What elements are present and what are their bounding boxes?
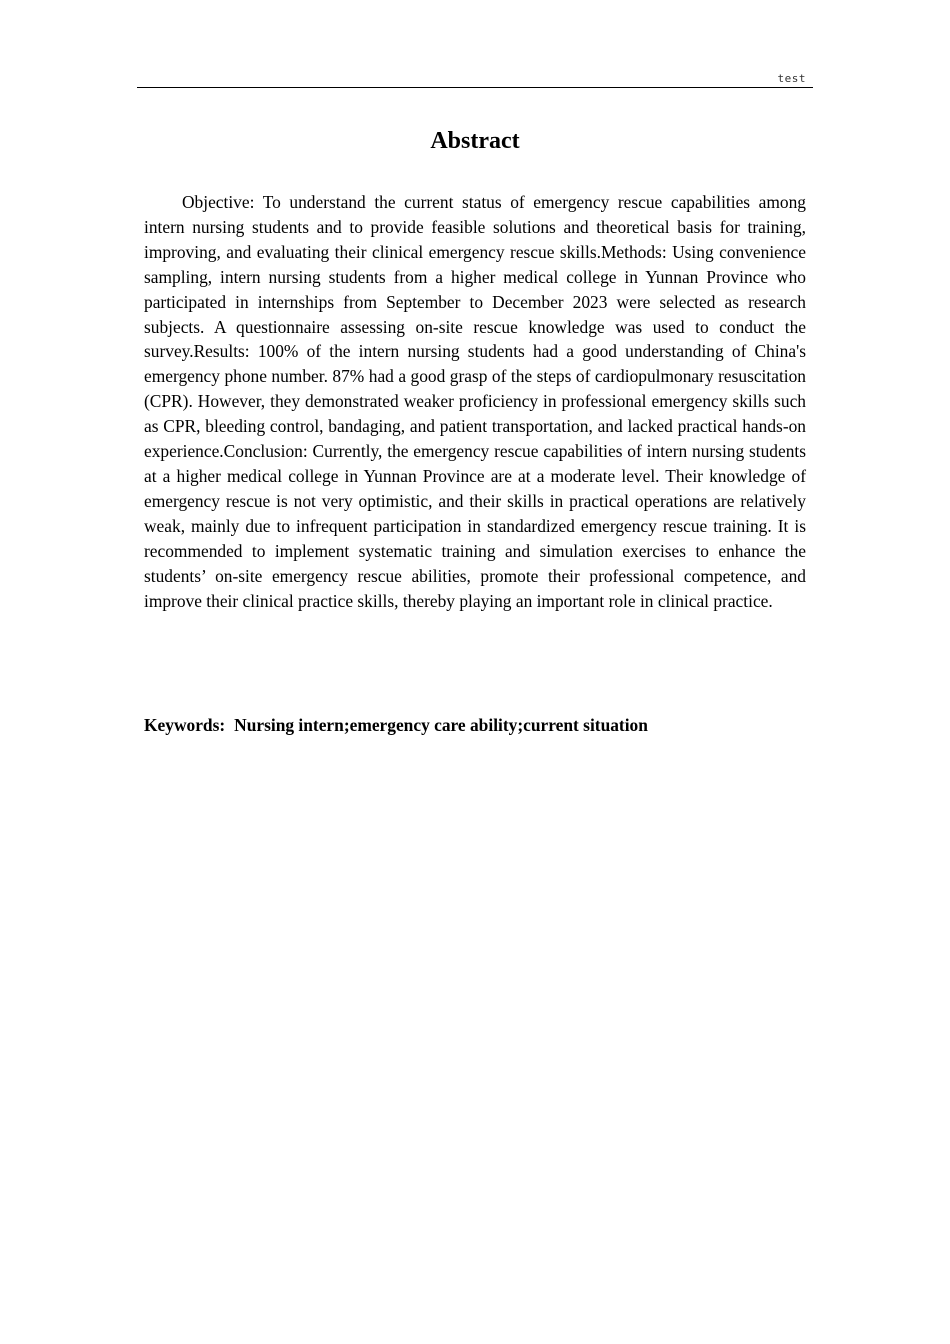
abstract-paragraph: Objective: To understand the current status of emergency rescue capabilities among intern nursing students and to provide feasible solutions and theoretical basis for training, improving, and evaluating their clinical emergency rescue skills.Methods: Using convenience sampling, intern nursing students from a higher medical college in Yunnan Province who participated in internships from September to December 2023 were selected as research subjects. A questionnaire assessing on-site rescue knowledge was used to conduct the survey.Results: 100% of the intern nursing students had a good understanding of China's emergency phone number. 87% had a good grasp of the steps of cardiopulmonary resuscitation (CPR). However, they demonstrated weaker proficiency in professional emergency skills such as CPR, bleeding control, bandaging, and patient transportation, and lacked practical hands-on experience.Conclusion: Currently, the emergency rescue capabilities of intern nursing students at a higher medical college in Yunnan Province are at a moderate level. Their knowledge of emergency rescue is not very optimistic, and their skills in practical operations are relatively weak, mainly due to infrequent participation in standardized emergency rescue training. It is recommended to implement systematic training and simulation exercises to enhance the students’ on-site emergency rescue abilities, promote their professional competence, and improve their clinical practice skills, thereby playing an important role in clinical practice. — [144, 192, 806, 611]
keywords-value: Nursing intern;emergency care ability;current situation — [234, 715, 648, 735]
running-header — [137, 70, 813, 88]
keywords-label: Keywords: — [144, 715, 226, 735]
header-text: test — [777, 72, 806, 85]
abstract-title: Abstract — [430, 128, 520, 154]
keywords-line — [144, 713, 806, 737]
